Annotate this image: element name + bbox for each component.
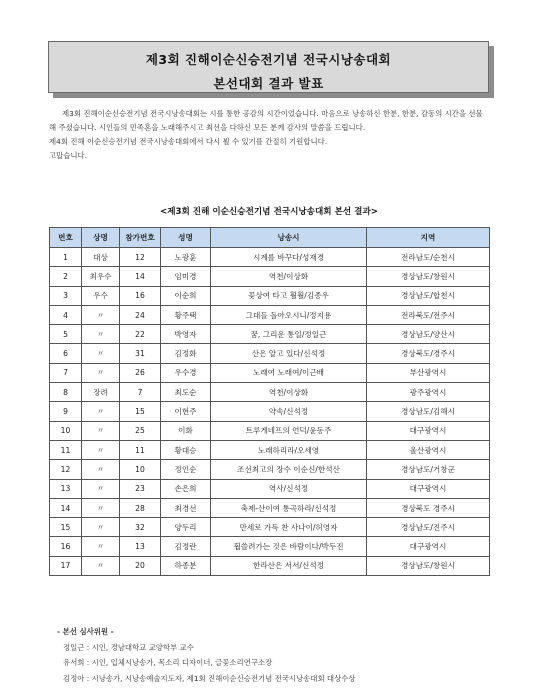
cell-region: 경상남도/창원시 — [367, 556, 490, 575]
cell-number: 11 — [50, 440, 82, 459]
cell-award: 우수 — [82, 286, 120, 305]
cell-award: 〃 — [82, 344, 120, 363]
cell-region: 경상북도/경주시 — [367, 344, 490, 363]
cell-number: 6 — [50, 344, 82, 363]
cell-entry-number: 20 — [120, 556, 161, 575]
cell-name: 이현주 — [161, 402, 211, 421]
table-row — [50, 460, 490, 479]
col-header-number: 번호 — [50, 228, 82, 248]
intro-paragraph-1: 제3회 진해이순신승전기념 전국시낭송대회는 시를 통한 공감의 시간이었습니다. 마음으로 낭송하신 한분, 한분, 감동의 시간을 선물해 주셨습니다. 시인들의 민족혼을 노래해주시고 최선을 다하신 모든 분께 감사의 말씀을 드립니다. — [49, 109, 483, 132]
cell-award: 〃 — [82, 556, 120, 575]
cell-award: 〃 — [82, 402, 120, 421]
cell-entry-number: 23 — [120, 479, 161, 498]
table-row — [50, 479, 490, 498]
col-header-poem: 낭송시 — [211, 228, 367, 248]
cell-poem: 한라산은 서서/신석정 — [211, 556, 367, 575]
cell-name: 김정란 — [161, 537, 211, 556]
cell-award: 대상 — [82, 248, 120, 267]
main-title: 제3회 진해이순신승전기념 전국시낭송대회 — [145, 52, 392, 67]
cell-poem: 역천/이상화 — [211, 383, 367, 402]
cell-number: 15 — [50, 518, 82, 537]
col-header-entry-number: 참가번호 — [120, 228, 161, 248]
cell-region: 경상남도/진주시 — [367, 518, 490, 537]
cell-name: 하종분 — [161, 556, 211, 575]
judge-entry: 유서희 : 시인, 입체시낭송가, 목소리 디자이너, 글꽃소리연구소장 — [63, 658, 273, 667]
intro-paragraph-2: 제4회 진해 이순신승전기념 전국시낭송대회에서 다시 뵐 수 있기를 간절히 기원합니다. — [49, 137, 328, 146]
cell-name: 황대승 — [161, 440, 211, 459]
col-header-award: 상명 — [82, 228, 120, 248]
cell-name: 황주택 — [161, 305, 211, 324]
cell-region: 전라남도/순천시 — [367, 248, 490, 267]
cell-name: 최경선 — [161, 498, 211, 517]
cell-award: 〃 — [82, 305, 120, 324]
col-header-name: 성명 — [161, 228, 211, 248]
table-row — [50, 440, 490, 459]
cell-number: 10 — [50, 421, 82, 440]
table-row — [50, 421, 490, 440]
cell-poem: 축제-산이여 통곡하라/신석정 — [211, 498, 367, 517]
cell-entry-number: 26 — [120, 363, 161, 382]
cell-award: 〃 — [82, 325, 120, 344]
table-row — [50, 248, 490, 267]
cell-award: 〃 — [82, 440, 120, 459]
cell-number: 2 — [50, 267, 82, 286]
table-row — [50, 286, 490, 305]
cell-region: 경상남도/김해시 — [367, 402, 490, 421]
cell-region: 경상남도/양산시 — [367, 325, 490, 344]
cell-poem: 트루게네프의 언덕/윤동주 — [211, 421, 367, 440]
results-table — [49, 227, 490, 576]
cell-number: 5 — [50, 325, 82, 344]
table-row — [50, 556, 490, 575]
cell-poem: 시계를 바꾸다/성재경 — [211, 248, 367, 267]
cell-poem: 약속/신석정 — [211, 402, 367, 421]
cell-poem: 조선최고의 장수 이순신/한석산 — [211, 460, 367, 479]
intro-text — [49, 107, 489, 163]
cell-name: 손은희 — [161, 479, 211, 498]
cell-region: 경상남도/합천시 — [367, 286, 490, 305]
cell-entry-number: 12 — [120, 248, 161, 267]
cell-name: 양두리 — [161, 518, 211, 537]
cell-number: 13 — [50, 479, 82, 498]
table-row — [50, 267, 490, 286]
cell-entry-number: 25 — [120, 421, 161, 440]
cell-number: 3 — [50, 286, 82, 305]
intro-paragraph-3: 고맙습니다. — [49, 151, 88, 160]
table-row — [50, 518, 490, 537]
results-title: <제3회 진해 이순신승전기념 전국시낭송대회 본선 결과> — [160, 207, 378, 217]
cell-award: 〃 — [82, 537, 120, 556]
cell-entry-number: 32 — [120, 518, 161, 537]
cell-number: 14 — [50, 498, 82, 517]
table-header-row — [50, 228, 490, 248]
cell-number: 8 — [50, 383, 82, 402]
cell-poem: 노래하리라/오세영 — [211, 440, 367, 459]
cell-entry-number: 31 — [120, 344, 161, 363]
table-row — [50, 325, 490, 344]
cell-name: 정인순 — [161, 460, 211, 479]
cell-award: 〃 — [82, 421, 120, 440]
cell-entry-number: 11 — [120, 440, 161, 459]
cell-entry-number: 7 — [120, 383, 161, 402]
cell-entry-number: 28 — [120, 498, 161, 517]
cell-award: 〃 — [82, 363, 120, 382]
judges-section — [49, 624, 509, 686]
cell-number: 12 — [50, 460, 82, 479]
cell-region: 경상남도/거창군 — [367, 460, 490, 479]
sub-title: 본선대회 결과 발표 — [213, 76, 324, 91]
cell-entry-number: 13 — [120, 537, 161, 556]
cell-region: 경상북도 경주시 — [367, 498, 490, 517]
cell-region: 대구광역시 — [367, 421, 490, 440]
cell-name: 임미경 — [161, 267, 211, 286]
cell-poem: 노래여 노래여/이근배 — [211, 363, 367, 382]
table-row — [50, 363, 490, 382]
cell-name: 노광훈 — [161, 248, 211, 267]
cell-poem: 꿈, 그리운 통일/정일근 — [211, 325, 367, 344]
cell-number: 9 — [50, 402, 82, 421]
cell-number: 4 — [50, 305, 82, 324]
cell-number: 1 — [50, 248, 82, 267]
cell-award: 〃 — [82, 479, 120, 498]
col-header-region: 지역 — [367, 228, 490, 248]
title-box — [48, 41, 489, 93]
table-row — [50, 383, 490, 402]
judge-entry: 김정아 : 시낭송가, 시낭송예술지도자, 제1회 진해이순신승전기념 전국시낭송대회 대상수상 — [63, 673, 356, 683]
table-row — [50, 402, 490, 421]
cell-award: 〃 — [82, 498, 120, 517]
cell-name: 박영자 — [161, 325, 211, 344]
cell-number: 17 — [50, 556, 82, 575]
judge-entry: 정일근 : 시인, 경남대학교 교양학부 교수 — [63, 642, 194, 652]
results-body — [50, 248, 490, 576]
cell-region: 울산광역시 — [367, 440, 490, 459]
cell-entry-number: 14 — [120, 267, 161, 286]
cell-entry-number: 15 — [120, 402, 161, 421]
cell-entry-number: 16 — [120, 286, 161, 305]
cell-name: 우수경 — [161, 363, 211, 382]
cell-poem: 꽃상여 타고 훨훨/김종우 — [211, 286, 367, 305]
cell-region: 전라북도/전주시 — [367, 305, 490, 324]
cell-region: 부산광역시 — [367, 363, 490, 382]
cell-region: 대구광역시 — [367, 537, 490, 556]
table-row — [50, 305, 490, 324]
cell-name: 이순희 — [161, 286, 211, 305]
cell-award: 최우수 — [82, 267, 120, 286]
cell-award: 장려 — [82, 383, 120, 402]
cell-poem: 그대들 돌아오시니/정지용 — [211, 305, 367, 324]
cell-name: 최도순 — [161, 383, 211, 402]
table-row — [50, 344, 490, 363]
cell-award: 〃 — [82, 518, 120, 537]
table-row — [50, 498, 490, 517]
cell-poem: 산은 알고 있다/신석정 — [211, 344, 367, 363]
cell-entry-number: 22 — [120, 325, 161, 344]
table-row — [50, 537, 490, 556]
cell-number: 7 — [50, 363, 82, 382]
cell-poem: 휩쓸려가는 것은 바람이다/박두진 — [211, 537, 367, 556]
cell-poem: 만세로 가득 찬 사나이/허영자 — [211, 518, 367, 537]
cell-poem: 역천/이상화 — [211, 267, 367, 286]
cell-region: 광주광역시 — [367, 383, 490, 402]
cell-name: 김정화 — [161, 344, 211, 363]
cell-entry-number: 24 — [120, 305, 161, 324]
judges-title: - 본선 심사위원 - — [57, 627, 114, 636]
cell-award: 〃 — [82, 460, 120, 479]
cell-number: 16 — [50, 537, 82, 556]
cell-region: 경상남도/창원시 — [367, 267, 490, 286]
cell-poem: 역사/신석정 — [211, 479, 367, 498]
cell-region: 대구광역시 — [367, 479, 490, 498]
cell-name: 이화 — [161, 421, 211, 440]
cell-entry-number: 10 — [120, 460, 161, 479]
